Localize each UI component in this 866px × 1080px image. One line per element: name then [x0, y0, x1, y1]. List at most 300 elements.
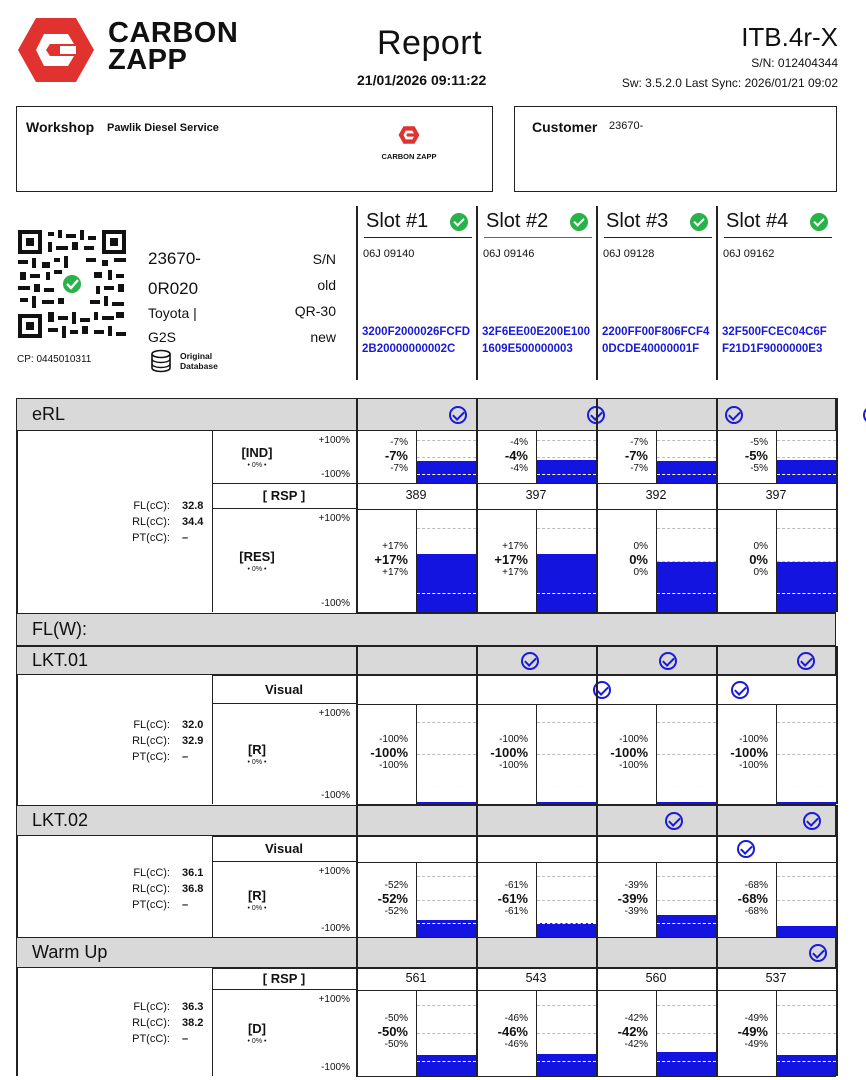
software-sync: Sw: 3.5.2.0 Last Sync: 2026/01/21 09:02 — [621, 76, 838, 90]
lkt01-fl-label: FL(cC): — [133, 719, 170, 731]
lkt01-r-bar — [777, 802, 836, 804]
lkt01-r-bar-chart — [536, 704, 596, 804]
slot-header-4 — [724, 210, 832, 238]
warmup-section-bar — [16, 937, 836, 968]
injector-model: G2S — [148, 329, 177, 345]
flw-section-bar — [16, 613, 836, 646]
warmup-check-icon — [809, 944, 827, 962]
erl-rsp-value: 397 — [765, 488, 787, 502]
slot-ok-icon — [450, 213, 468, 231]
column-divider — [836, 398, 838, 431]
res-pct-main: 0% — [629, 551, 648, 567]
lkt01-r-label: [R] — [247, 742, 267, 757]
ind-pct-main: -4% — [504, 448, 528, 463]
erl-section-title: eRL — [32, 403, 66, 424]
label-new: new — [310, 329, 336, 345]
lkt02-r-pct-main: -52% — [377, 890, 408, 906]
erl-metrics — [118, 498, 208, 546]
zero-marker — [777, 474, 836, 475]
slot-header-2 — [484, 210, 592, 238]
slot-ok-icon — [810, 213, 828, 231]
gridline — [657, 754, 716, 755]
lkt02-r-bar-chart — [416, 862, 476, 937]
ind-scale-min: -100% — [321, 469, 350, 480]
lkt02-r-bar-chart — [536, 862, 596, 937]
res-bar — [777, 562, 836, 612]
lkt01-r-bar — [537, 802, 596, 804]
warmup-d-bar — [657, 1052, 716, 1076]
warmup-d-bar-chart — [656, 990, 716, 1076]
customer-value: 23670- — [609, 120, 644, 132]
column-divider — [356, 805, 358, 836]
ind-pct-top: -4% — [510, 437, 528, 448]
zero-marker — [537, 593, 596, 594]
page-title: Report — [377, 24, 483, 62]
column-divider — [716, 206, 718, 380]
slot-ok-icon — [690, 213, 708, 231]
lkt02-check-icon — [665, 812, 683, 830]
lkt02-r-label: [R] — [247, 887, 267, 903]
slot-qr-new: 32F6EE00E200E1001609E500000003 — [482, 326, 591, 355]
zero-marker — [537, 1061, 596, 1062]
zero-marker — [657, 1061, 716, 1062]
ind-bar-chart — [536, 431, 596, 483]
lkt01-rl-value: 32.9 — [182, 735, 204, 747]
res-bar — [537, 554, 596, 612]
lkt02-r-bar — [537, 923, 596, 937]
gridline — [537, 900, 596, 901]
lkt02-r-pct-top: -61% — [504, 879, 528, 891]
column-divider — [596, 805, 598, 836]
lkt01-r-pct-bottom: -100% — [379, 760, 408, 771]
ind-pct-main: -7% — [624, 448, 648, 463]
lkt01-section-bar — [16, 646, 836, 675]
warmup-fl-label: FL(cC): — [133, 1001, 170, 1013]
workshop-logo-text: CARBON ZAPP — [381, 152, 437, 161]
brand-name-line1: CARBON — [108, 17, 239, 49]
lkt01-check-icon — [659, 652, 677, 670]
lkt02-section-bar — [16, 805, 836, 836]
warmup-d-pct-bottom: -50% — [384, 1039, 408, 1050]
lkt02-check-icon — [803, 812, 821, 830]
gridline — [417, 440, 476, 441]
zero-marker — [777, 923, 836, 924]
vehicle-make: Toyota | — [148, 305, 197, 321]
warmup-fl-value: 36.3 — [182, 1001, 204, 1013]
gridline — [417, 900, 476, 901]
erl-rsp-value: 389 — [405, 488, 427, 502]
gridline — [537, 528, 596, 529]
ind-bar-chart — [776, 431, 836, 483]
column-divider — [476, 675, 478, 704]
ind-pct-bottom: -7% — [630, 463, 648, 474]
gridline — [657, 528, 716, 529]
column-divider — [836, 431, 838, 483]
erl-rsp-label: [ RSP ] — [262, 488, 306, 503]
warmup-d-pct-top: -50% — [384, 1013, 408, 1024]
res-pct-top: 0% — [753, 540, 768, 552]
lkt01-r-pct-main: -100% — [610, 745, 648, 760]
table-border — [16, 968, 18, 1076]
erl-check-icon — [725, 406, 743, 424]
flw-section-title: FL(W): — [32, 618, 87, 639]
gridline — [417, 722, 476, 723]
warmup-d-bar-chart — [416, 990, 476, 1076]
database-icon — [150, 349, 172, 373]
gridline — [657, 876, 716, 877]
gridline — [537, 722, 596, 723]
slot-serial: 06J 09146 — [483, 248, 535, 260]
gridline — [537, 1005, 596, 1006]
warmup-d-zero-label: • 0% • — [247, 1038, 267, 1045]
lkt01-check-icon — [521, 652, 539, 670]
column-divider — [476, 937, 478, 968]
row-line — [356, 1076, 836, 1077]
qr-code-image — [16, 228, 128, 340]
column-divider — [356, 937, 358, 968]
ind-pct-bottom: -5% — [750, 463, 768, 474]
gridline — [777, 1005, 836, 1006]
zero-marker — [777, 593, 836, 594]
res-pct-bottom: 0% — [753, 566, 768, 578]
erl-fl-value: 32.8 — [182, 500, 204, 512]
slot-header-1 — [364, 210, 472, 238]
zero-marker — [537, 923, 596, 924]
res-bar — [657, 562, 716, 612]
column-divider — [476, 646, 478, 675]
part-number-2: 0R020 — [148, 279, 199, 298]
res-zero-label: • 0% • — [247, 565, 267, 573]
ind-bar — [657, 461, 716, 483]
lkt02-section-title: LKT.02 — [32, 809, 89, 830]
device-model: ITB.4r-X — [741, 22, 838, 52]
table-border — [16, 836, 18, 937]
gridline — [537, 876, 596, 877]
ind-bar-chart — [416, 431, 476, 483]
workshop-logo-icon — [398, 125, 420, 145]
lkt01-r-bar — [417, 802, 476, 804]
erl-rl-label: RL(cC): — [132, 516, 170, 528]
warmup-rsp-value: 543 — [525, 971, 547, 985]
erl-pt-value: – — [182, 532, 189, 544]
lkt02-r-pct-top: -68% — [744, 879, 768, 891]
lkt02-metrics — [118, 865, 208, 913]
column-divider — [716, 805, 718, 836]
warmup-d-pct-top: -46% — [504, 1013, 528, 1024]
column-divider — [716, 646, 718, 675]
device-serial: S/N: 012404344 — [751, 56, 838, 70]
lkt02-fl-label: FL(cC): — [133, 867, 170, 879]
res-pct-main: +17% — [374, 551, 408, 567]
slot-serial: 06J 09140 — [363, 248, 415, 260]
column-divider — [596, 675, 598, 704]
zero-marker — [417, 923, 476, 924]
ind-zero-label: • 0% • — [247, 462, 267, 469]
zero-marker — [417, 593, 476, 594]
warmup-d-bar-chart — [536, 990, 596, 1076]
warmup-d-bar — [777, 1055, 836, 1076]
column-divider — [716, 937, 718, 968]
slot-ok-icon — [570, 213, 588, 231]
slot-serial: 06J 09128 — [603, 248, 655, 260]
column-divider — [836, 646, 838, 675]
res-pct-bottom: +17% — [382, 566, 408, 578]
gridline — [657, 722, 716, 723]
column-divider — [716, 398, 718, 431]
ind-label: [IND] — [241, 445, 273, 460]
column-divider — [836, 862, 838, 937]
res-bar-chart — [416, 509, 476, 612]
warmup-d-pct-bottom: -42% — [624, 1039, 648, 1050]
lkt02-r-bar — [657, 915, 716, 937]
column-divider — [356, 675, 358, 704]
lkt01-r-pct-main: -100% — [490, 745, 528, 760]
brand-logo — [16, 16, 96, 84]
erl-rsp-value: 397 — [525, 488, 547, 502]
gridline — [417, 754, 476, 755]
part-number-1: 23670- — [148, 249, 201, 268]
lkt01-r-bar-chart — [416, 704, 476, 804]
column-divider — [836, 704, 838, 804]
lkt02-fl-value: 36.1 — [182, 867, 204, 879]
erl-check-icon — [449, 406, 467, 424]
column-divider — [356, 646, 358, 675]
warmup-d-bar — [537, 1054, 596, 1076]
column-divider — [596, 398, 598, 431]
column-divider — [716, 836, 718, 862]
slot-qr-new: 32F500FCEC04C6FF21D1F9000000E3 — [722, 326, 827, 355]
gridline — [537, 1033, 596, 1034]
column-divider — [356, 836, 358, 862]
res-pct-bottom: 0% — [633, 566, 648, 578]
brand-name-line2: ZAPP — [108, 44, 188, 76]
res-bar-chart — [776, 509, 836, 612]
warmup-d-label: [D] — [247, 1021, 267, 1036]
erl-pt-label: PT(cC): — [132, 532, 170, 544]
zero-marker — [657, 786, 716, 787]
warmup-d-pct-bottom: -49% — [744, 1039, 768, 1050]
warmup-rl-label: RL(cC): — [132, 1017, 170, 1029]
warmup-pt-label: PT(cC): — [132, 1033, 170, 1045]
lkt02-r-pct-bottom: -61% — [504, 905, 528, 917]
lkt02-r-bar-chart — [656, 862, 716, 937]
lkt01-r-pct-main: -100% — [730, 745, 768, 760]
zero-marker — [657, 474, 716, 475]
warmup-d-pct-top: -42% — [624, 1013, 648, 1024]
res-scale-min: -100% — [321, 598, 350, 609]
column-divider — [596, 206, 598, 380]
table-border — [16, 675, 18, 805]
erl-fl-label: FL(cC): — [133, 500, 170, 512]
warmup-d-scale-max: +100% — [318, 994, 350, 1005]
gridline — [657, 457, 716, 458]
res-bar — [417, 554, 476, 612]
gridline — [537, 457, 596, 458]
ind-scale-max: +100% — [318, 435, 350, 446]
ind-bar — [537, 460, 596, 483]
column-divider — [356, 398, 358, 431]
logo-hexagon-icon — [16, 16, 96, 84]
gridline — [417, 876, 476, 877]
zero-marker — [537, 786, 596, 787]
warmup-d-pct-top: -49% — [744, 1013, 768, 1024]
res-pct-top: +17% — [502, 540, 528, 552]
table-border — [16, 431, 18, 613]
lkt02-r-pct-bottom: -52% — [384, 905, 408, 917]
erl-section-bar — [16, 398, 836, 431]
lkt02-pt-label: PT(cC): — [132, 899, 170, 911]
res-pct-bottom: +17% — [502, 566, 528, 578]
res-pct-main: +17% — [494, 551, 528, 567]
res-bar-chart — [656, 509, 716, 612]
customer-box — [514, 106, 837, 192]
lkt02-r-bar — [777, 926, 836, 937]
lkt01-r-pct-top: -100% — [619, 734, 648, 745]
label-old: old — [317, 277, 336, 293]
lkt02-visual-check-icon — [737, 840, 755, 858]
ind-pct-main: -5% — [744, 448, 768, 463]
workshop-name: Pawlik Diesel Service — [107, 122, 219, 134]
ind-bar-chart — [656, 431, 716, 483]
lkt01-visual-label: Visual — [264, 681, 304, 697]
gridline — [417, 457, 476, 458]
column-divider — [836, 509, 838, 612]
gridline — [777, 457, 836, 458]
gridline — [417, 1005, 476, 1006]
cp-number: CP: 0445010311 — [17, 354, 92, 365]
gridline — [657, 1005, 716, 1006]
zero-marker — [417, 1061, 476, 1062]
ind-bar — [777, 460, 836, 483]
warmup-metrics — [118, 999, 208, 1047]
lkt01-r-pct-top: -100% — [379, 734, 408, 745]
column-divider — [836, 675, 838, 704]
lkt02-pt-value: – — [182, 899, 189, 911]
lkt01-r-pct-bottom: -100% — [739, 760, 768, 771]
lkt02-rl-value: 36.8 — [182, 883, 204, 895]
lkt02-r-pct-top: -52% — [384, 879, 408, 891]
ind-pct-bottom: -7% — [390, 463, 408, 474]
warmup-rsp-label: [ RSP ] — [262, 971, 306, 986]
lkt02-r-pct-main: -61% — [497, 890, 528, 906]
slot-qr-new: 2200FF00F806FCF40DCDE40000001F — [602, 326, 710, 355]
lkt01-check-icon — [797, 652, 815, 670]
slot-name: Slot #1 — [366, 210, 429, 232]
zero-marker — [417, 474, 476, 475]
gridline — [777, 440, 836, 441]
gridline — [657, 440, 716, 441]
warmup-rsp-value: 561 — [405, 971, 427, 985]
ind-pct-top: -5% — [750, 437, 768, 448]
lkt01-r-scale-max: +100% — [318, 708, 350, 719]
lkt01-r-pct-top: -100% — [739, 734, 768, 745]
column-divider — [476, 398, 478, 431]
label-qr30: QR-30 — [294, 303, 336, 319]
lkt01-r-zero-label: • 0% • — [247, 759, 267, 766]
lkt01-metrics — [118, 717, 208, 765]
ind-pct-top: -7% — [390, 437, 408, 448]
res-scale-max: +100% — [318, 513, 350, 524]
lkt02-r-pct-bottom: -68% — [744, 905, 768, 917]
lkt01-pt-label: PT(cC): — [132, 751, 170, 763]
gridline — [777, 1033, 836, 1034]
column-divider — [716, 675, 718, 704]
lkt02-rl-label: RL(cC): — [132, 883, 170, 895]
warmup-d-scale-min: -100% — [321, 1062, 350, 1073]
ind-pct-main: -7% — [384, 448, 408, 463]
workshop-logo — [379, 125, 439, 161]
column-divider — [476, 206, 478, 380]
lkt01-r-pct-bottom: -100% — [499, 760, 528, 771]
lkt01-visual-check-icon — [731, 681, 749, 699]
warmup-rsp-value: 537 — [765, 971, 787, 985]
lkt02-visual-label: Visual — [264, 841, 304, 856]
res-pct-top: +17% — [382, 540, 408, 552]
column-divider — [476, 836, 478, 862]
lkt02-r-scale-min: -100% — [321, 923, 350, 934]
lkt02-r-pct-main: -68% — [737, 890, 768, 906]
warmup-d-pct-bottom: -46% — [504, 1039, 528, 1050]
warmup-d-pct-main: -50% — [377, 1024, 408, 1039]
report-datetime: 21/01/2026 09:11:22 — [357, 72, 487, 88]
res-pct-main: 0% — [749, 551, 768, 567]
gridline — [777, 900, 836, 901]
gridline — [417, 528, 476, 529]
slot-qr-new: 3200F2000026FCFD2B20000000002C — [362, 326, 471, 355]
column-divider — [836, 483, 838, 509]
zero-marker — [657, 593, 716, 594]
lkt01-fl-value: 32.0 — [182, 719, 204, 731]
ind-pct-top: -7% — [630, 437, 648, 448]
column-divider — [476, 805, 478, 836]
lkt02-r-pct-main: -39% — [617, 890, 648, 906]
warmup-d-pct-main: -49% — [737, 1024, 768, 1039]
lkt01-r-bar — [657, 802, 716, 804]
zero-marker — [777, 1061, 836, 1062]
lkt01-r-pct-bottom: -100% — [619, 760, 648, 771]
warmup-d-bar — [417, 1055, 476, 1076]
lkt02-r-pct-top: -39% — [624, 879, 648, 891]
gridline — [777, 754, 836, 755]
gridline — [777, 722, 836, 723]
zero-marker — [537, 474, 596, 475]
lkt01-r-pct-top: -100% — [499, 734, 528, 745]
lkt01-section-title: LKT.01 — [32, 649, 89, 670]
gridline — [657, 900, 716, 901]
database-line1: Original — [180, 351, 213, 361]
lkt01-rl-label: RL(cC): — [132, 735, 170, 747]
res-label: [RES] — [239, 548, 275, 564]
gridline — [537, 440, 596, 441]
lkt02-r-scale-max: +100% — [318, 866, 350, 877]
qr-code — [16, 228, 128, 340]
zero-marker — [657, 923, 716, 924]
warmup-rsp-value: 560 — [645, 971, 667, 985]
res-bar-chart — [536, 509, 596, 612]
slot-serial: 06J 09162 — [723, 248, 775, 260]
column-divider — [836, 968, 838, 990]
ind-bar — [417, 461, 476, 483]
gridline — [777, 876, 836, 877]
lkt02-r-pct-bottom: -39% — [624, 905, 648, 917]
zero-marker — [417, 786, 476, 787]
slot-name: Slot #3 — [606, 210, 669, 232]
ind-pct-bottom: -4% — [510, 463, 528, 474]
lkt02-r-bar-chart — [776, 862, 836, 937]
label-sn: S/N — [312, 251, 336, 267]
slot-name: Slot #4 — [726, 210, 789, 232]
lkt01-pt-value: – — [182, 751, 189, 763]
